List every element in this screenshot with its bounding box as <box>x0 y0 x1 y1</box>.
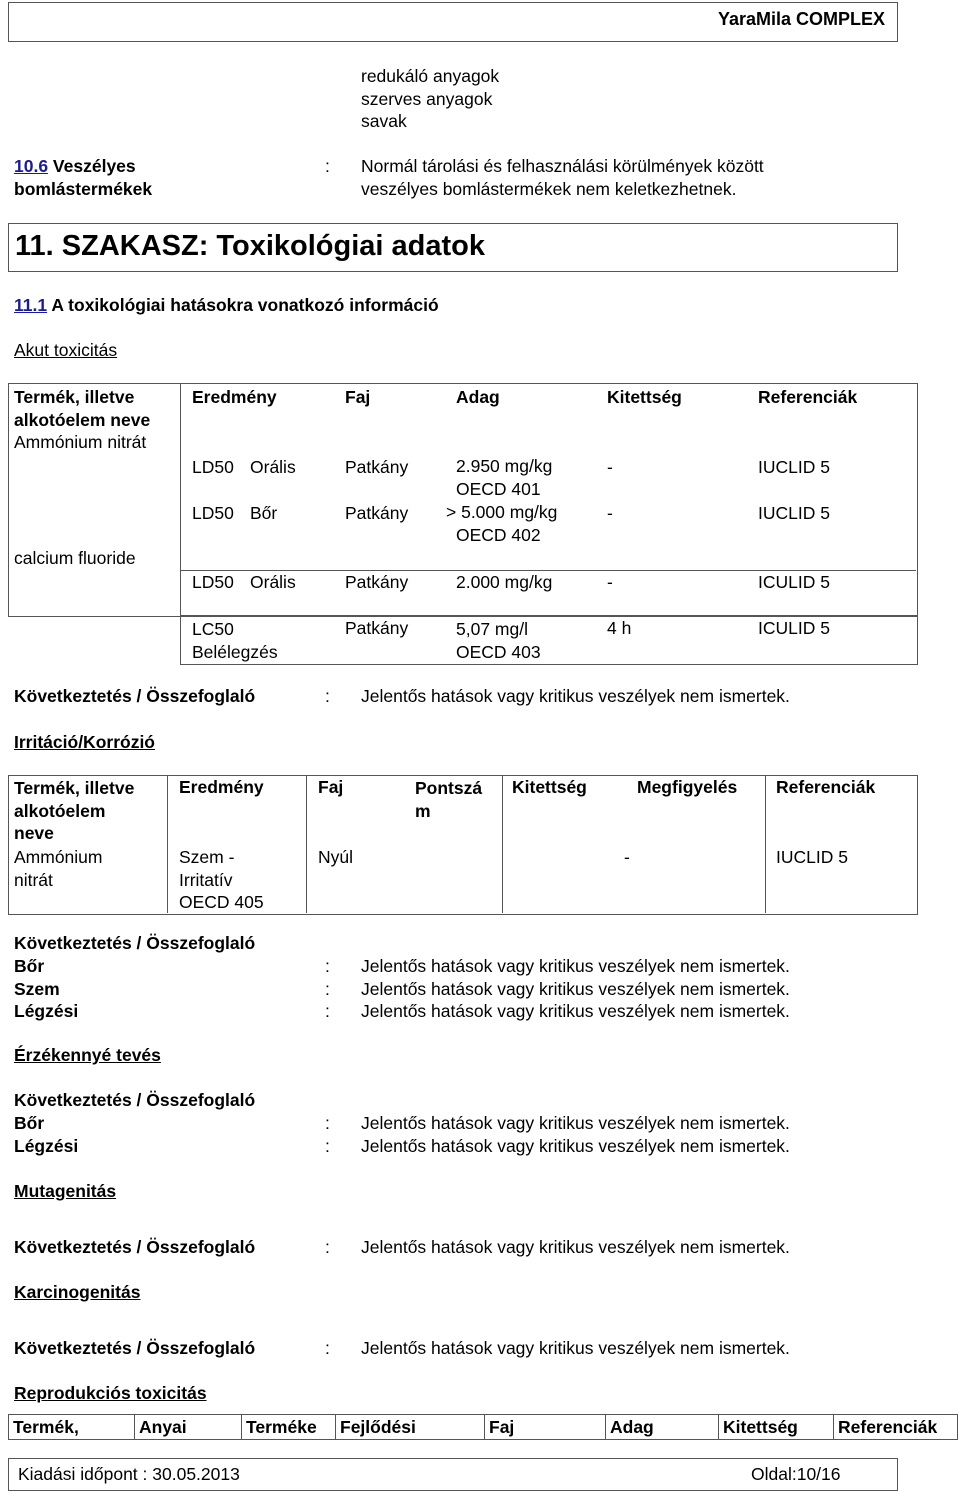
item-text: Jelentős hatások vagy kritikus veszélyek nem ismertek. <box>361 1001 790 1021</box>
irritation-result-l3: OECD 405 <box>179 892 264 912</box>
irritation-header-product <box>14 777 134 845</box>
cell-ref: IUCLID 5 <box>758 503 830 523</box>
section-10-6-label-line1: Veszélyes <box>48 156 136 176</box>
cell-dose <box>456 455 552 500</box>
acute-substance-2: calcium fluoride <box>14 548 136 568</box>
item-label: Légzési <box>14 1001 79 1021</box>
cell-dose-value: 2.950 mg/kg <box>456 456 553 476</box>
list-item <box>0 1000 960 1023</box>
mutagenicity-colon: : <box>325 1237 330 1257</box>
irritation-result <box>179 846 264 914</box>
cell-dose-method: OECD 403 <box>456 641 541 662</box>
cell-dose-method: OECD 401 <box>456 478 541 499</box>
item-label: Szem <box>14 978 60 999</box>
sensitisation-heading: Érzékennyé tevés <box>14 1045 161 1065</box>
cell-result <box>192 618 278 663</box>
irritation-table-divider <box>167 775 168 913</box>
list-item: savak <box>361 111 407 131</box>
irritation-header-product-l3: neve <box>14 823 54 843</box>
irritation-header-references: Referenciák <box>776 777 876 797</box>
irritation-substance-l2: nitrát <box>14 869 53 890</box>
carcinogenicity-label: Következtetés / Összefoglaló <box>14 1338 256 1358</box>
cell-result: LD50 <box>192 503 234 523</box>
acute-header-product <box>14 386 150 431</box>
section-10-6-text <box>361 155 764 200</box>
section-10-6-label <box>14 155 152 200</box>
item-label: Bőr <box>14 956 45 976</box>
subsection-11-1-number: 11.1 <box>14 295 48 315</box>
product-name: YaraMila COMPLEX <box>717 9 885 29</box>
irritation-ref: IUCLID 5 <box>776 847 848 867</box>
cell-dose-value: > 5.000 mg/kg <box>446 502 558 522</box>
irritation-header-score-l2: m <box>415 800 431 821</box>
section-11-title: 11. SZAKASZ: Toxikológiai adatok <box>15 230 485 262</box>
cell-exposure: - <box>607 503 613 523</box>
footer-page-number: Oldal:10/16 <box>751 1464 841 1484</box>
irritation-header-species: Faj <box>318 777 344 797</box>
acute-conclusion-label: Következtetés / Összefoglaló <box>14 686 256 706</box>
mutagenicity-heading: Mutagenitás <box>14 1181 117 1201</box>
section-10-6-label-line2: bomlástermékek <box>14 178 153 199</box>
irritation-substance-l1: Ammónium <box>14 847 103 867</box>
cell-ref: IUCLID 5 <box>758 457 830 477</box>
table-row <box>0 572 960 596</box>
list-item <box>0 955 960 978</box>
reproductive-col-maternal: Anyai <box>135 1415 242 1440</box>
cell-dose-method: OECD 402 <box>456 524 541 545</box>
irritation-table-divider <box>765 775 766 913</box>
acute-header-exposure: Kitettség <box>607 387 682 407</box>
table-row <box>0 503 960 551</box>
acute-toxicity-heading: Akut toxicitás <box>14 340 118 360</box>
cell-result-value: LC50 <box>192 619 234 639</box>
reproductive-col-development: Fejlődési <box>336 1415 485 1440</box>
acute-substance-1: Ammónium nitrát <box>14 432 147 452</box>
cell-dose-value: 2.000 mg/kg <box>456 572 553 592</box>
acute-conclusion-colon: : <box>325 686 330 706</box>
mutagenicity-label: Következtetés / Összefoglaló <box>14 1237 256 1257</box>
cell-dose-value: 5,07 mg/l <box>456 619 528 639</box>
irritation-header-result: Eredmény <box>179 777 264 797</box>
irritation-header-product-l2: alkotóelem <box>14 800 106 821</box>
section-10-6-colon: : <box>325 156 330 176</box>
table-row <box>0 457 960 505</box>
irritation-result-l2: Irritatív <box>179 869 233 890</box>
acute-header-species: Faj <box>345 387 371 407</box>
list-item <box>0 978 960 1001</box>
sensitisation-summary-title: Következtetés / Összefoglaló <box>14 1090 256 1110</box>
reproductive-col-product: Termék, <box>9 1415 135 1440</box>
cell-ref: ICULID 5 <box>758 572 830 592</box>
acute-table-row-line <box>180 570 916 571</box>
cell-result: LD50 <box>192 457 234 477</box>
item-text: Jelentős hatások vagy kritikus veszélyek nem ismertek. <box>361 1113 790 1133</box>
cell-route: Bőr <box>250 503 278 523</box>
irritation-species: Nyúl <box>318 847 354 867</box>
cell-species: Patkány <box>345 457 409 477</box>
section-10-6-number: 10.6 <box>14 156 49 176</box>
irritation-header-score <box>415 777 482 822</box>
acute-header-product-l1: Termék, illetve <box>14 387 135 407</box>
incompatible-list <box>361 65 499 133</box>
subsection-11-1-text: A toxikológiai hatásokra vonatkozó információ <box>47 295 439 315</box>
irritation-table-divider <box>502 775 503 913</box>
acute-header-product-l2: alkotóelem neve <box>14 409 151 430</box>
list-item: redukáló anyagok <box>361 66 500 86</box>
cell-route: Belélegzés <box>192 641 278 662</box>
carcinogenicity-heading: Karcinogenitás <box>14 1282 141 1302</box>
irritation-substance <box>14 846 103 891</box>
irritation-observation: - <box>624 847 630 867</box>
item-label: Bőr <box>14 1113 45 1133</box>
cell-route: Orális <box>250 572 296 592</box>
item-colon: : <box>325 1113 330 1133</box>
cell-ref: ICULID 5 <box>758 618 830 638</box>
item-text: Jelentős hatások vagy kritikus veszélyek nem ismertek. <box>361 956 790 976</box>
cell-species: Patkány <box>345 618 409 638</box>
cell-exposure: 4 h <box>607 618 632 638</box>
cell-dose <box>456 618 541 663</box>
acute-conclusion-text: Jelentős hatások vagy kritikus veszélyek nem ismertek. <box>361 686 790 706</box>
reproductive-heading: Reprodukciós toxicitás <box>14 1383 207 1403</box>
subsection-11-1-title <box>14 295 439 316</box>
irritation-summary-list <box>0 955 960 1023</box>
carcinogenicity-text: Jelentős hatások vagy kritikus veszélyek nem ismertek. <box>361 1338 790 1358</box>
irritation-header-exposure: Kitettség <box>512 777 587 797</box>
table-row <box>9 1415 958 1440</box>
cell-species: Patkány <box>345 572 409 592</box>
reproductive-col-dose: Adag <box>606 1415 719 1440</box>
carcinogenicity-colon: : <box>325 1338 330 1358</box>
irritation-summary-title: Következtetés / Összefoglaló <box>14 933 256 953</box>
item-colon: : <box>325 1001 330 1021</box>
item-text: Jelentős hatások vagy kritikus veszélyek nem ismertek. <box>361 1135 790 1156</box>
acute-header-references: Referenciák <box>758 387 858 407</box>
reproductive-col-fertility: Terméke <box>242 1415 336 1440</box>
irritation-heading: Irritáció/Korrózió <box>14 732 155 752</box>
irritation-table-divider <box>306 775 307 913</box>
cell-dose <box>446 501 557 546</box>
mutagenicity-text: Jelentős hatások vagy kritikus veszélyek nem ismertek. <box>361 1237 790 1257</box>
section-10-6-text-line1: Normál tárolási és felhasználási körülmények között <box>361 156 764 176</box>
cell-exposure: - <box>607 572 613 592</box>
table-row <box>0 618 960 666</box>
item-label: Légzési <box>14 1135 79 1156</box>
list-item <box>0 1112 960 1135</box>
reproductive-table <box>8 1414 958 1440</box>
irritation-header-observation: Megfigyelés <box>637 777 738 797</box>
irritation-header-score-l1: Pontszá <box>415 778 483 798</box>
item-colon: : <box>325 956 330 976</box>
item-colon: : <box>325 1135 330 1156</box>
acute-header-dose: Adag <box>456 387 500 407</box>
list-item <box>0 1135 960 1158</box>
item-text: Jelentős hatások vagy kritikus veszélyek nem ismertek. <box>361 978 790 999</box>
list-item: szerves anyagok <box>361 88 493 109</box>
item-colon: : <box>325 978 330 999</box>
irritation-header-product-l1: Termék, illetve <box>14 778 135 798</box>
cell-exposure: - <box>607 457 613 477</box>
reproductive-col-references: Referenciák <box>834 1415 958 1440</box>
cell-species: Patkány <box>345 503 409 523</box>
sensitisation-summary-list <box>0 1112 960 1157</box>
cell-route: Orális <box>250 457 296 477</box>
cell-result: LD50 <box>192 572 234 592</box>
footer-issue-date: Kiadási időpont : 30.05.2013 <box>18 1464 240 1484</box>
reproductive-col-species: Faj <box>485 1415 606 1440</box>
section-10-6-text-line2: veszélyes bomlástermékek nem keletkezhetnek. <box>361 178 737 199</box>
acute-header-result: Eredmény <box>192 387 277 407</box>
reproductive-col-exposure: Kitettség <box>719 1415 834 1440</box>
irritation-result-l1: Szem - <box>179 847 235 867</box>
